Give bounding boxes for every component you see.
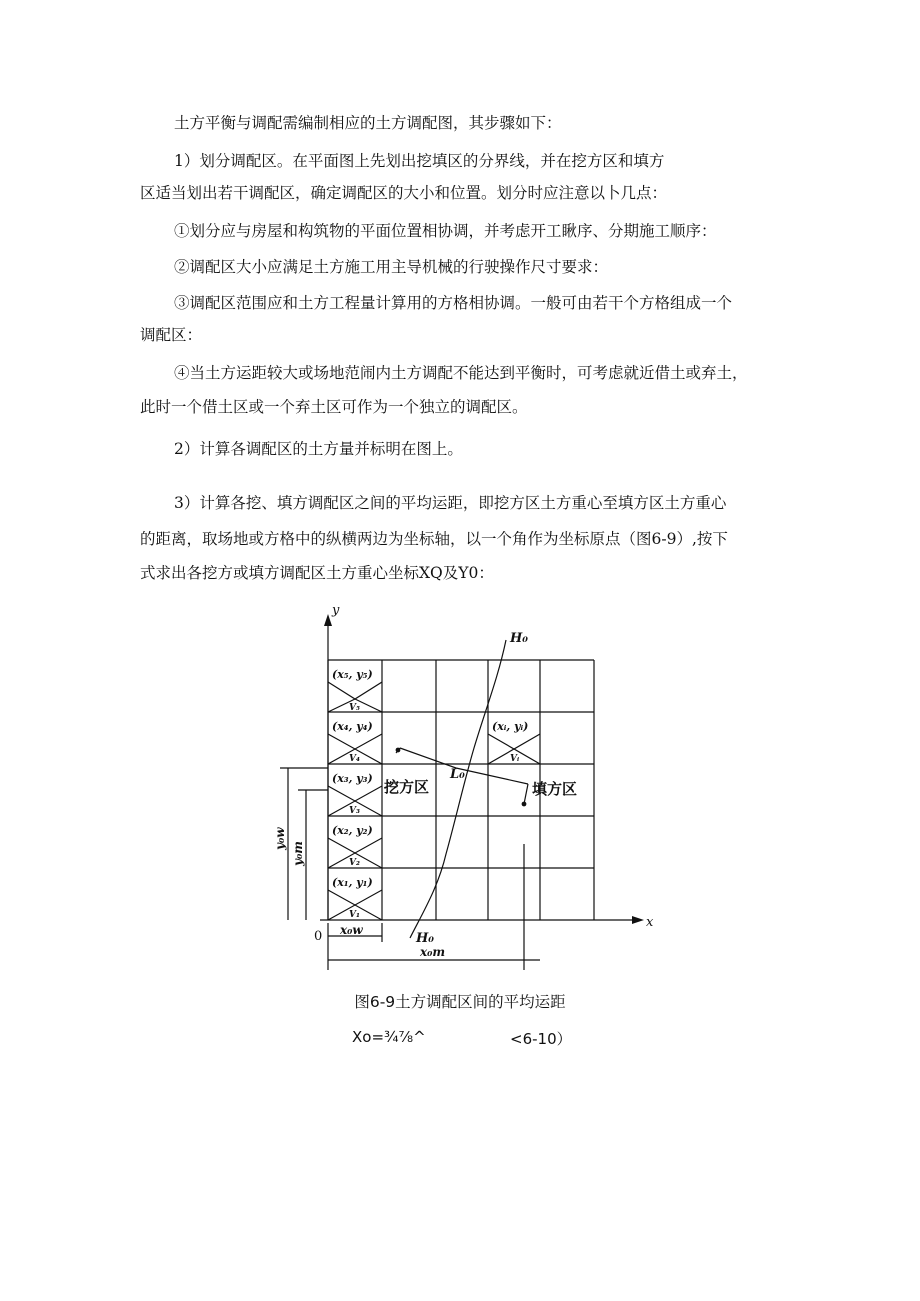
- paragraph-note4: ④当土方运距较大或场地范闹内土方调配不能达到平衡时，可考虑就近借土或弃土，: [174, 364, 748, 382]
- x-axis-label: x: [646, 915, 654, 930]
- cell-5-vol: V₅: [349, 703, 360, 713]
- cell-mark-3: [328, 786, 382, 801]
- dim-y0t-label: y₀т: [291, 841, 305, 866]
- paragraph-step1: 1）划分调配区。在平面图上先划出挖填区的分界线，并在挖方区和填方: [174, 152, 665, 170]
- figure-6-9: [260, 598, 680, 978]
- fill-leader: [524, 784, 528, 804]
- cell-label-part: y₅: [356, 668, 368, 681]
- cell-5-coord: (x₅, y₅): [332, 668, 373, 681]
- cell-label-part: x₂: [337, 824, 349, 837]
- h0-top-label: H₀: [510, 631, 528, 646]
- paragraph-step1-cont: 区适当划出若干调配区，确定调配区的大小和位置。划分时应注意以卜几点：: [140, 184, 668, 202]
- x-axis-arrow: [632, 916, 644, 924]
- cell-1-coord: (x₁, y₁): [332, 876, 373, 889]
- cell-3-coord: (x₃, y₃): [332, 772, 373, 785]
- cut-centroid-dot: [396, 748, 401, 753]
- cell-1-vol: V₁: [349, 910, 360, 920]
- paragraph-note4-cont: 此时一个借土区或一个弃土区可作为一个独立的调配区。: [140, 398, 528, 416]
- figure-svg: [260, 598, 680, 978]
- fill-zone-label: 填方区: [532, 780, 578, 798]
- cell-label-part: yᵢ: [514, 720, 524, 733]
- paragraph-step3-cont1: 的距离，取场地或方格中的纵横两边为坐标轴，以一个角作为坐标原点（图6-9）,按下: [140, 530, 728, 548]
- l0-label: L₀: [450, 767, 465, 782]
- cell-label-part: x₁: [337, 876, 349, 889]
- paragraph-step3: 3）计算各挖、填方调配区之间的平均运距，即挖方区土方重心至填方区土方重心: [174, 494, 727, 512]
- origin-label: 0: [314, 929, 323, 944]
- cell-label-part: xᵢ: [497, 720, 507, 733]
- figure-caption: 图6-9土方调配区间的平均运距: [354, 993, 566, 1011]
- formula-number: <6-10）: [510, 1030, 572, 1048]
- cell-label-part: x₅: [337, 668, 349, 681]
- cell-mark-4: [328, 734, 382, 749]
- paragraph-note3: ③调配区范围应和土方工程量计算用的方格相协调。一般可由若干个方格组成一个: [174, 294, 733, 312]
- cell-mark-i: [488, 734, 540, 749]
- dim-y0w-label: y₀w: [273, 827, 287, 850]
- dim-x0w-label: x₀w: [340, 923, 363, 937]
- y-axis-arrow: [324, 614, 332, 626]
- fill-centroid-dot: [522, 802, 527, 807]
- cell-label-part: y₄: [356, 720, 368, 733]
- paragraph-note2: ②调配区大小应满足土方施工用主导机械的行驶操作尺寸要求：: [174, 258, 609, 276]
- paragraph-step3-cont2: 式求出各挖方或填方调配区土方重心坐标XQ及Y0：: [140, 564, 494, 582]
- dim-x0t-label: x₀т: [420, 945, 446, 959]
- cell-4-vol: V₄: [349, 754, 360, 764]
- cell-label-part: y₃: [356, 772, 368, 785]
- cell-4-coord: (x₄, y₄): [332, 720, 373, 733]
- cell-mark-2: [328, 838, 382, 853]
- y-axis-label: y: [332, 603, 340, 618]
- cut-zone-label: 挖方区: [384, 778, 430, 796]
- cell-i-coord: (xᵢ, yᵢ): [492, 720, 529, 733]
- h0-bottom-label: H₀: [416, 931, 434, 946]
- formula-expression: Xo=¾⅞^: [352, 1028, 426, 1046]
- paragraph-note1: ①划分应与房屋和构筑物的平面位置相协调，并考虑开工瞅序、分期施工顺序：: [174, 222, 717, 240]
- cell-mark-5: [328, 682, 382, 699]
- cell-label-part: y₂: [356, 824, 368, 837]
- cell-mark-1: [328, 890, 382, 905]
- cell-3-vol: V₃: [349, 806, 360, 816]
- cell-label-part: x₄: [337, 720, 349, 733]
- cell-i-vol: Vᵢ: [510, 754, 520, 764]
- cell-2-vol: V₂: [349, 858, 360, 868]
- paragraph-step2: 2）计算各调配区的土方量并标明在图上。: [174, 440, 463, 458]
- cell-label-part: x₃: [337, 772, 349, 785]
- paragraph-note3-cont: 调配区：: [140, 326, 203, 344]
- cell-2-coord: (x₂, y₂): [332, 824, 373, 837]
- cell-label-part: y₁: [356, 876, 368, 889]
- paragraph-intro: 土方平衡与调配需编制相应的土方调配图，其步骤如下：: [174, 114, 562, 132]
